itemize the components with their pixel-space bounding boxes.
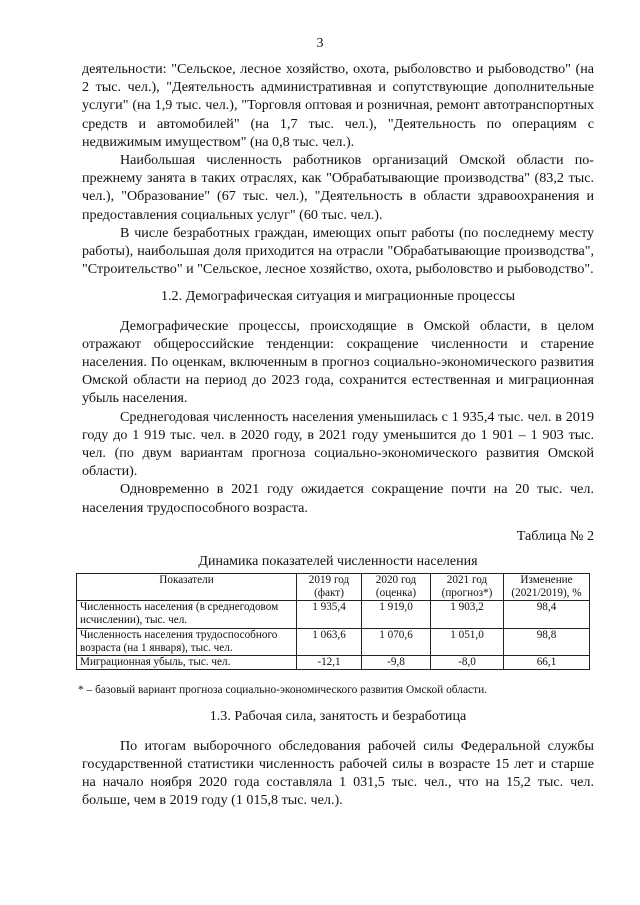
table-title: Динамика показателей численности населения	[198, 553, 478, 569]
paragraph-industries-decrease: деятельности: "Сельское, лесное хозяйство, охота, рыболовство и рыбоводство" (на 2 тыс. чел.), "Деятельность административная и сопутствующие дополнительные услуги" (на 1,9 тыс. чел.), "Торговля оптовая и розничная, ремонт автотранспортных средств и автомобилей" (на 1,7 тыс. чел.), "Деятельность по операциям с недвижимым имуществом" (на 0,8 тыс. чел.).	[82, 61, 594, 150]
table-footnote: * – базовый вариант прогноза социально-экономического развития Омской области.	[78, 684, 488, 697]
table-header-cell: 2020 год (оценка)	[362, 573, 431, 600]
table-cell-value: 1 063,6	[297, 628, 362, 655]
table-cell-value: -8,0	[431, 656, 504, 670]
table-cell-value: 1 919,0	[362, 601, 431, 628]
table-row	[77, 656, 590, 670]
table-row	[77, 601, 590, 628]
table-number: Таблица № 2	[516, 527, 594, 544]
table-header-cell: 2021 год (прогноз*)	[431, 573, 504, 600]
paragraph-labor-force: По итогам выборочного обследования рабочей силы Федеральной службы государственной статистики численность рабочей силы в возрасте 15 лет и старше на начало ноября 2020 года составляла 1 031,5 тыс. чел., что на 15,2 тыс. чел. больше, чем в 2019 году (1 015,8 тыс. чел.).	[82, 737, 594, 809]
paragraph-average-population: Среднегодовая численность населения уменьшилась с 1 935,4 тыс. чел. в 2019 году до 1 919 тыс. чел. в 2020 году, в 2021 году уменьшится до 1 901 – 1 903 тыс. чел. (по двум вариантам прогноза социально-экономического развития Омской области).	[82, 408, 594, 480]
table-cell-value: 1 935,4	[297, 601, 362, 628]
paragraph-largest-employment: Наибольшая численность работников организаций Омской области по-прежнему занята в таких отраслях, как "Обрабатывающие производства" (83,2 тыс. чел.), "Образование" (67 тыс. чел.), "Деятельность в области здравоохранения и предоставления социальных услуг" (60 тыс. чел.).	[82, 152, 594, 223]
table-cell-value: 1 070,6	[362, 628, 431, 655]
table-cell-value: -9,8	[362, 656, 431, 670]
table-header-cell: 2019 год (факт)	[297, 573, 362, 600]
table-cell-value: 66,1	[504, 656, 590, 670]
table-cell-value: -12,1	[297, 656, 362, 670]
section-heading-demography: 1.2. Демографическая ситуация и миграционные процессы	[160, 288, 516, 305]
table-cell-label: Численность населения (в среднегодовом исчислении), тыс. чел.	[77, 601, 297, 628]
paragraph-working-age-decline: Одновременно в 2021 году ожидается сокращение почти на 20 тыс. чел. населения трудоспособного возраста.	[82, 481, 594, 516]
table-header-cell: Изменение (2021/2019), %	[504, 573, 590, 600]
paragraph-unemployed-share: В числе безработных граждан, имеющих опыт работы (по последнему месту работы), наибольшая доля приходится на отрасли "Обрабатывающие производства", "Строительство" и "Сельское, лесное хозяйство, охота, рыболовство и рыбоводство".	[82, 224, 594, 278]
table-cell-value: 1 051,0	[431, 628, 504, 655]
page-number: 3	[316, 36, 324, 51]
section-heading-labor: 1.3. Рабочая сила, занятость и безработица	[209, 708, 467, 725]
table-header-cell: Показатели	[77, 573, 297, 600]
document-body	[78, 60, 594, 809]
table-header-row	[77, 573, 590, 600]
paragraph-demographic-processes: Демографические процессы, происходящие в Омской области, в целом отражают общероссийские тенденции: сокращение численности и старение населения. По оценкам, включенным в прогноз социально-экономического развития Омской области на период до 2023 года, сохранится естественная и миграционная убыль населения.	[82, 317, 594, 407]
table-cell-value: 98,8	[504, 628, 590, 655]
table-row	[77, 628, 590, 655]
table-cell-label: Численность населения трудоспособного возраста (на 1 января), тыс. чел.	[77, 628, 297, 655]
table-cell-value: 1 903,2	[431, 601, 504, 628]
table-cell-value: 98,4	[504, 601, 590, 628]
table-cell-label: Миграционная убыль, тыс. чел.	[77, 656, 297, 670]
population-table	[76, 573, 590, 670]
